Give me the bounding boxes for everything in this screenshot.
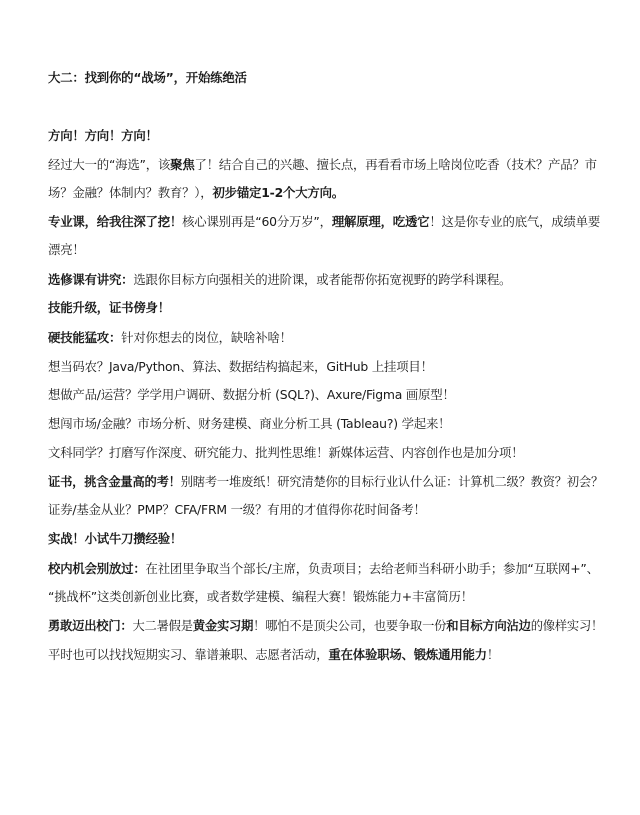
- text-run: 平时也可以找找短期实习、靠谱兼职、志愿者活动，: [48, 647, 329, 662]
- skill-item-coder: 想当码农？Java/Python、算法、数据结构搞起来，GitHub 上挂项目！: [48, 359, 433, 374]
- paragraph-elective: [48, 272, 511, 288]
- skill-item-market: 想闯市场/金融？市场分析、财务建模、商业分析工具 (Tableau?) 学起来！: [48, 416, 451, 431]
- text-run-bold: 勇敢迈出校门：: [48, 619, 133, 633]
- paragraph-major-line2: 漂亮！: [48, 242, 85, 257]
- paragraph-intern-line1: [48, 618, 603, 634]
- text-run-bold: 理解原理，吃透它: [331, 214, 430, 229]
- paragraph-campus-line2: “挑战杯”这类创新创业比赛，或者数学建模、编程大赛！锻炼能力+丰富简历！: [48, 589, 473, 604]
- text-run: 了！结合自己的兴趣、擅长点，再看看市场上啥岗位吃香（技术？产品？市: [194, 157, 597, 172]
- text-run: 的像样实习！: [530, 619, 604, 633]
- text-run-bold: 黄金实习期: [192, 619, 254, 633]
- paragraph-campus-line1: [48, 561, 599, 577]
- text-run: ！这是你专业的底气，成绩单要: [429, 214, 601, 229]
- skill-item-product: 想做产品/运营？学学用户调研、数据分析 (SQL?)、Axure/Figma 画原型！: [48, 387, 455, 402]
- paragraph-focus-line2: [48, 185, 344, 201]
- text-run: 选跟你目标方向强相关的进阶课，或者能帮你拓宽视野的跨学科课程。: [133, 272, 512, 287]
- paragraph-cert-line1: [48, 474, 603, 490]
- heading-practice: 实战！小试牛刀攒经验！: [48, 531, 183, 546]
- text-run-bold: 证书，挑含金量高的考！: [48, 475, 181, 489]
- text-run: 场？金融？体制内？教育？），: [48, 185, 213, 200]
- text-run: 大二暑假是: [132, 619, 193, 633]
- text-run-bold: 选修课有讲究：: [48, 272, 134, 287]
- text-run: 核心课别再是“60分万岁”，: [182, 214, 332, 229]
- text-run-bold: 和目标方向沾边: [446, 619, 531, 633]
- text-run: 针对你想去的岗位，缺啥补啥！: [121, 330, 292, 345]
- text-run-bold: 重在体验职场、锻炼通用能力: [328, 647, 487, 662]
- heading-skills: 技能升级，证书傍身！: [48, 300, 170, 315]
- text-run-bold: 聚焦: [170, 157, 195, 172]
- paragraph-major-line1: [48, 214, 600, 230]
- text-run-bold: 硬技能猛攻：: [48, 330, 122, 345]
- text-run-bold: 校内机会别放过：: [48, 561, 146, 576]
- skill-item-liberal-arts: 文科同学？打磨写作深度、研究能力、批判性思维！新媒体运营、内容创作也是加分项！: [48, 445, 524, 460]
- paragraph-cert-line2: 证券/基金从业？PMP？CFA/FRM 一级？有用的才值得你花时间备考！: [48, 502, 426, 517]
- text-run: 经过大一的“海选”，该: [48, 157, 171, 172]
- text-run: 别瞎考一堆废纸！研究清楚你的目标行业认什么证：计算机二级？教资？初会？: [180, 475, 604, 489]
- text-run-bold: 专业课，给我往深了挖！: [48, 214, 183, 229]
- heading-direction: 方向！方向！方向！: [48, 128, 158, 143]
- text-run-bold: 初步锚定1-2个大方向。: [212, 185, 344, 200]
- paragraph-focus-line1: [48, 157, 597, 173]
- section-title: 大二：找到你的“战场”，开始练绝活: [48, 70, 247, 85]
- paragraph-hard-skills: [48, 330, 292, 346]
- paragraph-intern-line2: [48, 647, 499, 663]
- text-run: 在社团里争取当个部长/主席，负责项目；去给老师当科研小助手；参加“互联网+”、: [145, 561, 599, 576]
- text-run: ！哪怕不是顶尖公司，也要争取一份: [253, 619, 447, 633]
- text-run: ！: [486, 647, 500, 662]
